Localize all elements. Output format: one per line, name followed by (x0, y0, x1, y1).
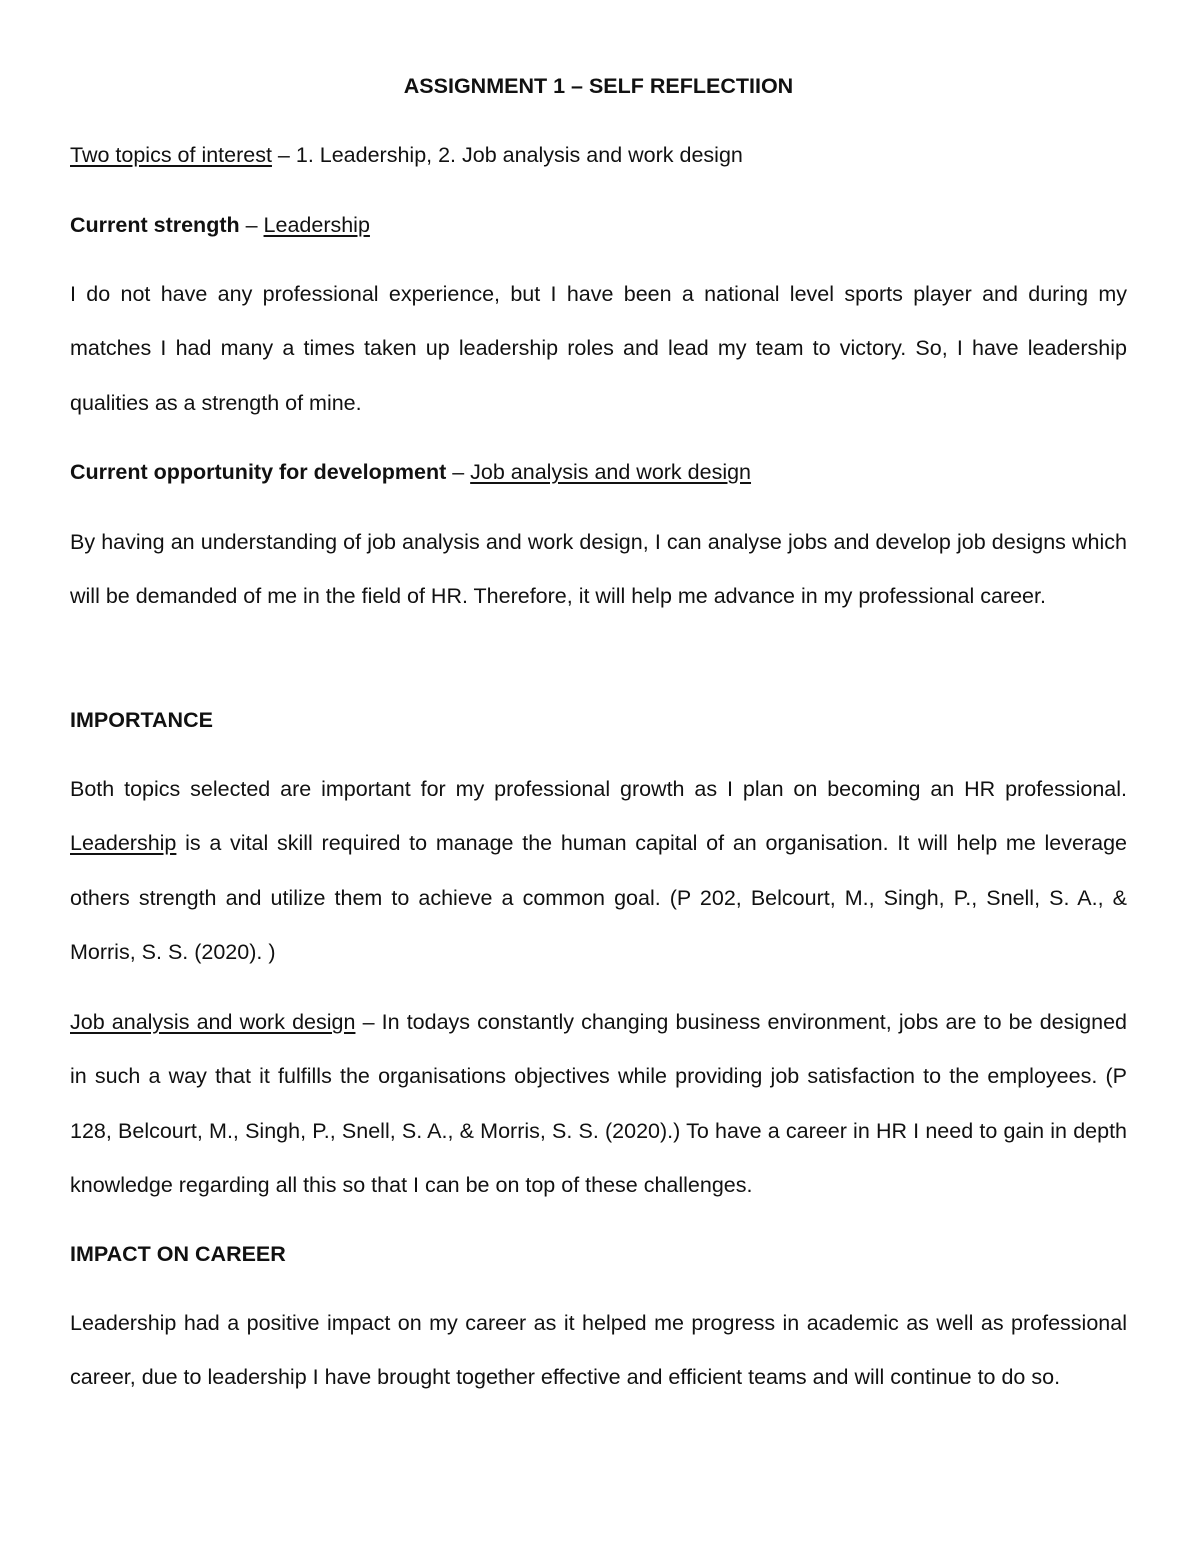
importance-p1-after: is a vital skill required to manage the human capital of an organisation. It will help me leverage others strength and utilize them to achieve a common goal. (P 202, Belcourt, M., Singh, P., Snell, S. A., & Morris, S. S. (2020). ) (70, 831, 1127, 964)
importance-p1-leadership: Leadership (70, 831, 177, 856)
topics-text: – 1. Leadership, 2. Job analysis and work design (271, 143, 743, 167)
strength-dash: – (239, 213, 264, 237)
topics-label: Two topics of interest (70, 143, 272, 167)
strength-heading: Current strength (70, 213, 240, 237)
opportunity-body: By having an understanding of job analysis and work design, I can analyse jobs and develop job designs which will be demanded of me in the field of HR. Therefore, it will help me advance in my professional career. (70, 530, 1127, 609)
opportunity-heading: Current opportunity for development (70, 460, 447, 484)
impact-heading: IMPACT ON CAREER (70, 1242, 286, 1266)
importance-p2-topic: Job analysis and work design (70, 1010, 356, 1034)
opportunity-topic: Job analysis and work design (470, 460, 752, 484)
strength-body: I do not have any professional experience, but I have been a national level sports player and during my matches I had many a times taken up leadership roles and lead my team to victory. So, I have leadership qualities as a strength of mine. (70, 282, 1127, 415)
importance-p2-after: – In todays constantly changing business environment, jobs are to be designed in such a way that it fulfills the organisations objectives while providing job satisfaction to the employees. (P 128, Belcourt, M., Singh, P., Snell, S. A., & Morris, S. S. (2020).) To have a career in HR I need to gain in depth knowledge regarding all this so that I can be on top of these challenges. (70, 1010, 1127, 1197)
topics-line (70, 141, 743, 169)
strength-topic: Leadership (263, 213, 370, 237)
strength-heading-line (70, 211, 370, 239)
opportunity-dash: – (446, 460, 471, 484)
document-title: ASSIGNMENT 1 – SELF REFLECTIION (403, 74, 794, 98)
importance-p1-before: Both topics selected are important for my professional growth as I plan on becoming an HR professional. (70, 777, 1127, 801)
impact-body: Leadership had a positive impact on my career as it helped me progress in academic as well as professional career, due to leadership I have brought together effective and efficient teams and will continue to do so. (70, 1311, 1127, 1390)
importance-heading: IMPORTANCE (70, 708, 213, 732)
importance-paragraph-1 (70, 762, 1127, 979)
opportunity-heading-line (70, 458, 751, 486)
importance-paragraph-2 (70, 995, 1127, 1212)
